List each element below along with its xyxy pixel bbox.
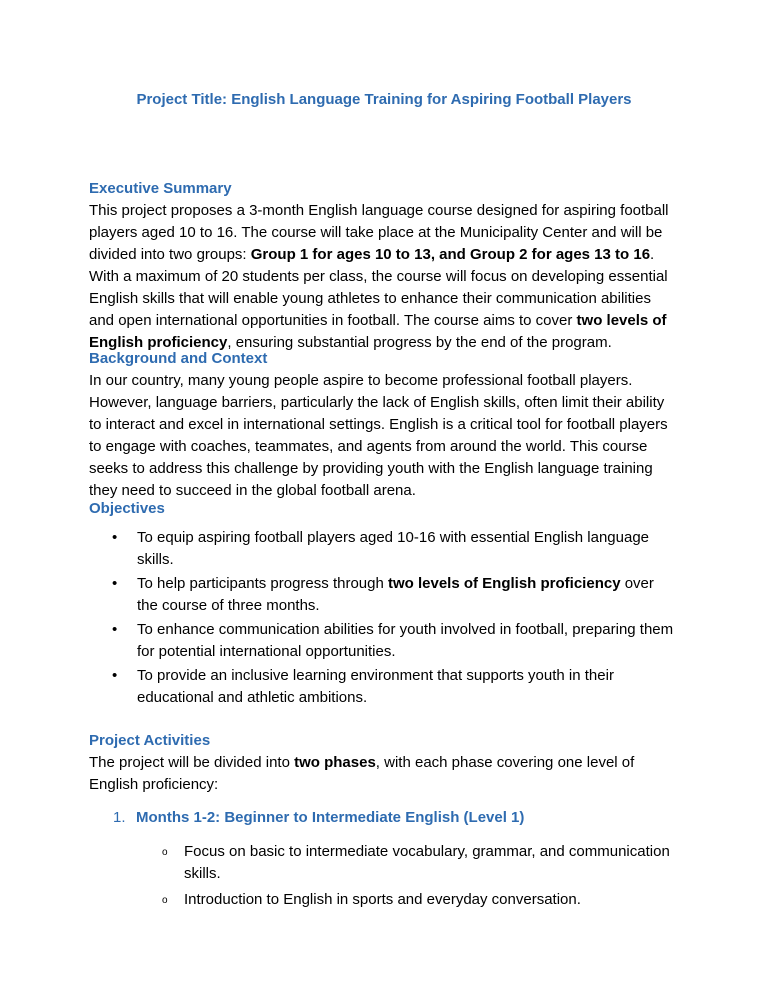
- text: . With a maximum of 20 students per class, the course will focus on developing essential English skills that will enable young athletes to enhance their communication abilities and open international opportunities in football. The course aims to cover: [89, 246, 668, 329]
- objective-item: [112, 665, 677, 709]
- circle-bullet-icon: o: [162, 895, 168, 906]
- executive-summary-text: [89, 200, 679, 354]
- objective-item: [112, 619, 677, 663]
- text: , with each phase covering one level of English proficiency:: [89, 754, 635, 793]
- text: Focus on basic to intermediate vocabulary, grammar, and communication skills.: [184, 843, 670, 882]
- text: This project proposes a 3-month English language course designed for aspiring football players aged 10 to 16. The course will take place at the Municipality Center and will be divided into two groups:: [89, 202, 669, 263]
- phase-sub-item: [162, 841, 679, 885]
- text: , ensuring substantial progress by the end of the program.: [227, 334, 612, 351]
- text: To equip aspiring football players aged 10-16 with essential English language skills.: [137, 529, 650, 568]
- bold-text: Group 1 for ages 10 to 13, and Group 2 for ages 13 to 16: [250, 246, 651, 263]
- bullet-icon: •: [112, 667, 118, 684]
- bold-text: two levels of English proficiency: [387, 575, 621, 592]
- activities-text: [89, 752, 679, 796]
- objectives-heading: Objectives: [89, 500, 165, 517]
- objective-item: [112, 527, 677, 571]
- bold-text: two phases: [294, 754, 376, 771]
- bullet-icon: •: [112, 529, 118, 546]
- list-number: 1.: [113, 809, 126, 826]
- phase-sub-item: [162, 889, 679, 911]
- objective-item: [112, 573, 677, 617]
- background-heading: Background and Context: [89, 350, 268, 367]
- text: The project will be divided into: [89, 754, 295, 771]
- executive-summary-heading: Executive Summary: [89, 180, 232, 197]
- text: To help participants progress through: [137, 575, 388, 592]
- background-text: In our country, many young people aspire to become professional football players. However, language barriers, particularly the lack of English skills, often limit their ability to interact and excel in international settings. English is a critical tool for football players to engage with coaches, teammates, and agents from around the world. This course seeks to address this challenge by providing youth with the English language training they need to succeed in the global football arena.: [89, 372, 668, 499]
- bullet-icon: •: [112, 621, 118, 638]
- text: To provide an inclusive learning environment that supports youth in their educational and athletic ambitions.: [137, 667, 614, 706]
- text: Introduction to English in sports and everyday conversation.: [184, 891, 581, 908]
- project-title: Project Title: English Language Training for Aspiring Football Players: [136, 91, 632, 108]
- text: over the course of three months.: [137, 575, 654, 614]
- text: To enhance communication abilities for youth involved in football, preparing them for potential international opportunities.: [137, 621, 674, 660]
- bold-text: two levels of English proficiency: [89, 312, 667, 351]
- activities-heading: Project Activities: [89, 732, 211, 749]
- circle-bullet-icon: o: [162, 847, 168, 858]
- bullet-icon: •: [112, 575, 118, 592]
- phase-title: Months 1-2: Beginner to Intermediate English (Level 1): [136, 809, 525, 826]
